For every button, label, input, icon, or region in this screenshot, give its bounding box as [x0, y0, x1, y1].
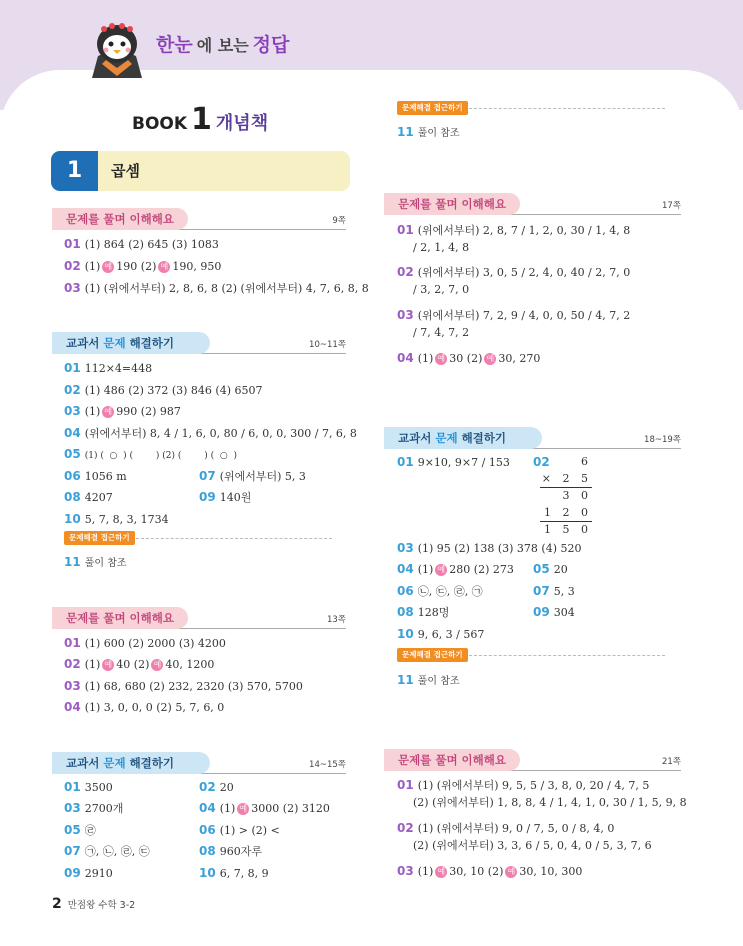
- answer-line: 09 304: [533, 605, 575, 619]
- example-badge: 예: [151, 659, 163, 671]
- example-badge: 예: [484, 353, 496, 365]
- answer-continuation: / 3, 2, 7, 0: [413, 283, 470, 296]
- page-number: 2: [52, 896, 62, 912]
- answer-line: 01 3500: [64, 780, 113, 794]
- sub-section-label: 문제해결 접근하기: [64, 531, 332, 545]
- answer-continuation: / 7, 4, 7, 2: [413, 326, 470, 339]
- section-header: 문제를 풀며 이해해요 9쪽: [52, 208, 346, 230]
- answer-line: 07 5, 3: [533, 584, 575, 598]
- answer-line: 03 (1) 68, 680 (2) 232, 2320 (3) 570, 5700: [64, 679, 303, 693]
- example-badge: 예: [158, 261, 170, 273]
- answer-line: 02 (1) 예 190 (2) 예 190, 950: [64, 259, 222, 273]
- page-footer: 2 만점왕 수학 3-2: [52, 896, 136, 912]
- answer-line: 08 4207: [64, 490, 113, 504]
- book-title: BOOK 1 개념책: [132, 102, 269, 137]
- answer-line: 01 (1) (위에서부터) 9, 5, 5 / 3, 8, 0, 20 / 4, 7, 5: [397, 778, 650, 792]
- penguin-mascot-icon: [86, 20, 148, 78]
- answer-line: 01 9×10, 9×7 / 153: [397, 455, 510, 469]
- example-badge: 예: [435, 564, 447, 576]
- answer-line: 10 9, 6, 3 / 567: [397, 627, 485, 641]
- answer-line: 04 (1) 3, 0, 0, 0 (2) 5, 7, 6, 0: [64, 700, 225, 714]
- answer-line: 09 140원: [199, 490, 252, 504]
- answer-line: 03 (1) 예 30, 10 (2) 예 30, 10, 300: [397, 864, 583, 878]
- answer-line: 03 (위에서부터) 7, 2, 9 / 4, 0, 0, 50 / 4, 7, 2: [397, 308, 631, 322]
- answer-line: 07 ㉠, ㉡, ㉣, ㉢: [64, 844, 150, 858]
- answer-line: 01 112×4=448: [64, 361, 153, 375]
- section-header: 문제를 풀며 이해해요 13쪽: [52, 607, 346, 629]
- answer-line: 07 (위에서부터) 5, 3: [199, 469, 306, 483]
- section-header: 교과서 문제 해결하기 18~19쪽: [384, 427, 681, 449]
- answer-continuation: (2) (위에서부터) 1, 8, 8, 4 / 1, 4, 1, 0, 30 / 1, 5, 9, 8: [413, 796, 687, 809]
- sub-section-label: 문제해결 접근하기: [397, 101, 665, 115]
- example-badge: 예: [237, 803, 249, 815]
- example-badge: 예: [102, 261, 114, 273]
- section-header: 문제를 풀며 이해해요 21쪽: [384, 749, 681, 771]
- answer-line: 05 (1) ( ○ ) ( ) (2) ( ) ( ○ ): [64, 447, 237, 461]
- header-title: 한눈 에 보는 정답: [156, 34, 290, 56]
- answer-line: 01 (1) 600 (2) 2000 (3) 4200: [64, 636, 226, 650]
- example-badge: 예: [102, 659, 114, 671]
- example-badge: 예: [505, 866, 517, 878]
- answer-line: 06 (1) > (2) <: [199, 823, 280, 837]
- answer-line: 04 (위에서부터) 8, 4 / 1, 6, 0, 80 / 6, 0, 0, 300 / 7, 6, 8: [64, 426, 357, 440]
- section-header: 문제를 풀며 이해해요 17쪽: [384, 193, 681, 215]
- answer-continuation: / 2, 1, 4, 8: [413, 241, 470, 254]
- answer-line: 05 ㉣: [64, 823, 96, 837]
- answer-line: 11 풀이 참조: [64, 555, 127, 569]
- answer-line: 02 (위에서부터) 3, 0, 5 / 2, 4, 0, 40 / 2, 7, 0: [397, 265, 631, 279]
- vertical-multiplication: 6 × 2 5 3 0 1 2 0 1 5 0: [541, 455, 592, 536]
- answer-line: 04 (1) 예 3000 (2) 3120: [199, 801, 330, 815]
- answer-line: 06 ㉡, ㉢, ㉣, ㉠: [397, 584, 483, 598]
- answer-line: 05 20: [533, 562, 568, 576]
- answer-line: 02 (1) 예 40 (2) 예 40, 1200: [64, 657, 215, 671]
- answer-line: 09 2910: [64, 866, 113, 880]
- answer-line: 02: [533, 455, 550, 469]
- answer-line: 03 (1) 예 990 (2) 987: [64, 404, 181, 418]
- answer-line: 03 (1) (위에서부터) 2, 8, 6, 8 (2) (위에서부터) 4, 7, 6, 8, 8: [64, 281, 369, 295]
- answer-line: 01 (1) 864 (2) 645 (3) 1083: [64, 237, 219, 251]
- answer-line: 11 풀이 참조: [397, 673, 460, 687]
- answer-line: 02 (1) (위에서부터) 9, 0 / 7, 5, 0 / 8, 4, 0: [397, 821, 615, 835]
- answer-continuation: (2) (위에서부터) 3, 3, 6 / 5, 0, 4, 0 / 5, 3, 7, 6: [413, 839, 652, 852]
- answer-line: 03 (1) 95 (2) 138 (3) 378 (4) 520: [397, 541, 582, 555]
- answer-line: 02 (1) 486 (2) 372 (3) 846 (4) 6507: [64, 383, 263, 397]
- answer-line: 08 960자루: [199, 844, 262, 858]
- answer-line: 04 (1) 예 280 (2) 273: [397, 562, 514, 576]
- answer-line: 04 (1) 예 30 (2) 예 30, 270: [397, 351, 541, 365]
- answer-line: 03 2700개: [64, 801, 124, 815]
- answer-line: 11 풀이 참조: [397, 125, 460, 139]
- answer-line: 08 128명: [397, 605, 450, 619]
- unit-number: 1: [51, 151, 98, 191]
- section-header: 교과서 문제 해결하기 14~15쪽: [52, 752, 346, 774]
- unit-name: 곱셈: [111, 162, 140, 180]
- section-header: 교과서 문제 해결하기 10~11쪽: [52, 332, 346, 354]
- answer-line: 10 6, 7, 8, 9: [199, 866, 269, 880]
- unit-banner: [51, 151, 350, 191]
- answer-line: 06 1056 m: [64, 469, 127, 483]
- example-badge: 예: [435, 866, 447, 878]
- answer-line: 02 20: [199, 780, 234, 794]
- answer-line: 10 5, 7, 8, 3, 1734: [64, 512, 169, 526]
- sub-section-label: 문제해결 접근하기: [397, 648, 665, 662]
- answer-line: 01 (위에서부터) 2, 8, 7 / 1, 2, 0, 30 / 1, 4, 8: [397, 223, 631, 237]
- example-badge: 예: [435, 353, 447, 365]
- example-badge: 예: [102, 406, 114, 418]
